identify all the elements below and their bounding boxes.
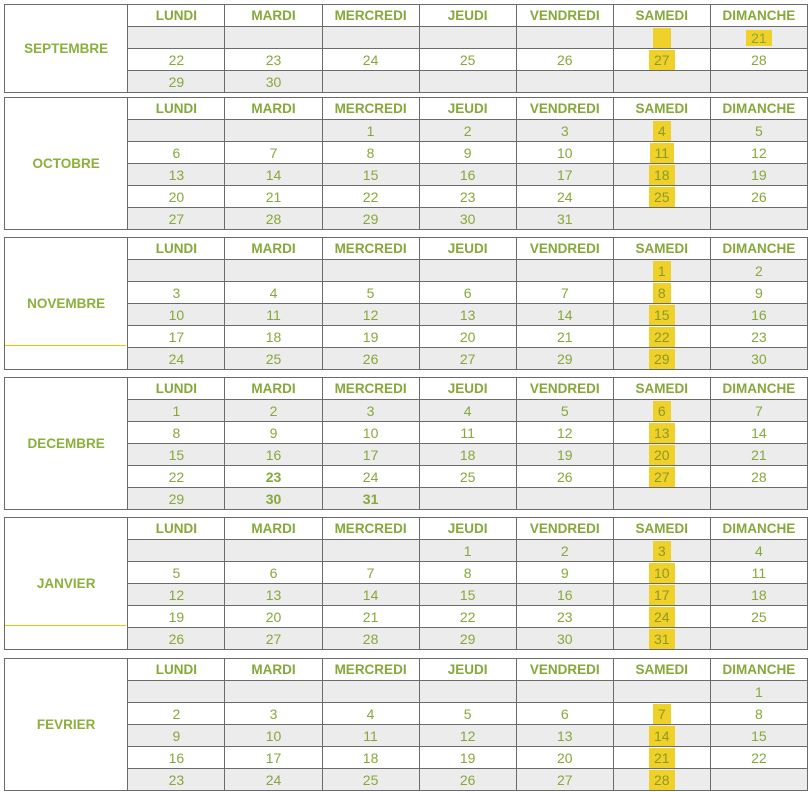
- day-cell: 15: [128, 444, 225, 466]
- day-cell: [613, 769, 710, 791]
- day-cell: 11: [225, 304, 322, 326]
- day-cell: 21: [516, 326, 613, 348]
- day-cell: 25: [225, 348, 322, 370]
- day-cell: [613, 628, 710, 650]
- day-cell: [322, 681, 419, 703]
- day-cell: [322, 71, 419, 93]
- saturday-highlight: [653, 28, 671, 48]
- saturday-highlight: 31: [649, 629, 675, 649]
- day-cell: 3: [128, 282, 225, 304]
- saturday-highlight: 25: [649, 187, 675, 207]
- day-cell: 18: [322, 747, 419, 769]
- day-cell: 22: [128, 466, 225, 488]
- day-cell: 17: [322, 444, 419, 466]
- saturday-highlight: 15: [649, 305, 675, 325]
- weekday-header: MERCREDI: [322, 5, 419, 27]
- day-cell: 14: [225, 164, 322, 186]
- day-cell: [516, 488, 613, 510]
- day-cell: 9: [128, 725, 225, 747]
- day-cell: 14: [710, 422, 807, 444]
- day-cell: [516, 71, 613, 93]
- day-cell: [613, 326, 710, 348]
- day-cell: 5: [128, 562, 225, 584]
- day-cell: 25: [419, 49, 516, 71]
- day-cell: [613, 27, 710, 49]
- day-cell: [613, 142, 710, 164]
- day-cell: [613, 562, 710, 584]
- day-cell: 27: [225, 628, 322, 650]
- day-cell: [613, 208, 710, 230]
- day-cell: 15: [710, 725, 807, 747]
- weekday-header: JEUDI: [419, 518, 516, 540]
- day-cell: [128, 540, 225, 562]
- yellow-underline: [5, 345, 126, 346]
- day-cell: 13: [516, 725, 613, 747]
- day-cell: [322, 27, 419, 49]
- day-cell: 27: [516, 769, 613, 791]
- day-cell: 8: [322, 142, 419, 164]
- day-cell: 30: [225, 488, 322, 510]
- day-cell: 14: [516, 304, 613, 326]
- day-cell: 15: [419, 584, 516, 606]
- yellow-underline: [5, 625, 126, 626]
- day-cell: 9: [516, 562, 613, 584]
- saturday-highlight: 17: [649, 585, 675, 605]
- day-cell: 1: [322, 120, 419, 142]
- day-cell: 4: [419, 400, 516, 422]
- day-cell: [516, 27, 613, 49]
- saturday-highlight: 6: [653, 401, 671, 421]
- day-cell: [613, 444, 710, 466]
- month-name: FEVRIER: [5, 659, 128, 791]
- saturday-highlight: 18: [649, 165, 675, 185]
- weekday-header: LUNDI: [128, 659, 225, 681]
- saturday-highlight: 22: [649, 327, 675, 347]
- weekday-header: JEUDI: [419, 238, 516, 260]
- day-cell: 21: [225, 186, 322, 208]
- day-cell: 29: [128, 488, 225, 510]
- day-cell: [128, 681, 225, 703]
- month-name: OCTOBRE: [5, 98, 128, 230]
- day-cell: 26: [419, 769, 516, 791]
- day-cell: 2: [225, 400, 322, 422]
- weekday-header: MERCREDI: [322, 659, 419, 681]
- day-cell: 19: [516, 444, 613, 466]
- saturday-highlight: 14: [649, 726, 675, 746]
- day-cell: 23: [225, 49, 322, 71]
- day-cell: 2: [419, 120, 516, 142]
- day-cell: 12: [710, 142, 807, 164]
- weekday-header: DIMANCHE: [710, 518, 807, 540]
- day-cell: 24: [225, 769, 322, 791]
- day-cell: 2: [710, 260, 807, 282]
- day-cell: 30: [516, 628, 613, 650]
- day-cell: [710, 769, 807, 791]
- day-cell: 7: [516, 282, 613, 304]
- weekday-header: LUNDI: [128, 98, 225, 120]
- weekday-header: MERCREDI: [322, 98, 419, 120]
- day-cell: [419, 260, 516, 282]
- weekday-header: VENDREDI: [516, 5, 613, 27]
- day-cell: [710, 27, 807, 49]
- day-cell: [613, 681, 710, 703]
- day-cell: 26: [322, 348, 419, 370]
- weekday-header: MARDI: [225, 518, 322, 540]
- day-cell: 18: [419, 444, 516, 466]
- weekday-header: MARDI: [225, 5, 322, 27]
- weekday-header: JEUDI: [419, 378, 516, 400]
- day-cell: 21: [710, 444, 807, 466]
- day-cell: 27: [419, 348, 516, 370]
- day-cell: [516, 681, 613, 703]
- day-highlight: 21: [746, 30, 772, 46]
- weekday-header: DIMANCHE: [710, 98, 807, 120]
- day-cell: [710, 208, 807, 230]
- day-cell: 17: [516, 164, 613, 186]
- weekday-header: SAMEDI: [613, 659, 710, 681]
- day-cell: 29: [419, 628, 516, 650]
- day-cell: [613, 725, 710, 747]
- month-name: NOVEMBRE: [5, 238, 128, 370]
- saturday-highlight: 27: [649, 467, 675, 487]
- day-cell: 4: [710, 540, 807, 562]
- saturday-highlight: 4: [653, 121, 671, 141]
- day-cell: 16: [128, 747, 225, 769]
- day-cell: 22: [419, 606, 516, 628]
- day-cell: 30: [710, 348, 807, 370]
- day-cell: 19: [710, 164, 807, 186]
- day-cell: 6: [419, 282, 516, 304]
- day-cell: [613, 703, 710, 725]
- day-cell: [128, 260, 225, 282]
- day-cell: 30: [225, 71, 322, 93]
- day-cell: [710, 71, 807, 93]
- day-cell: 8: [128, 422, 225, 444]
- saturday-highlight: 28: [649, 770, 675, 790]
- day-cell: 1: [128, 400, 225, 422]
- day-cell: [613, 747, 710, 769]
- day-cell: 6: [128, 142, 225, 164]
- day-cell: [613, 422, 710, 444]
- day-cell: [225, 27, 322, 49]
- day-cell: 10: [225, 725, 322, 747]
- day-cell: 23: [128, 769, 225, 791]
- weekday-header: MERCREDI: [322, 378, 419, 400]
- day-cell: 25: [322, 769, 419, 791]
- day-cell: 21: [322, 606, 419, 628]
- weekday-header: SAMEDI: [613, 378, 710, 400]
- day-cell: 17: [128, 326, 225, 348]
- day-cell: [419, 681, 516, 703]
- day-cell: 16: [516, 584, 613, 606]
- month-table-fevrier: [4, 658, 808, 791]
- day-cell: 10: [322, 422, 419, 444]
- day-cell: 19: [322, 326, 419, 348]
- day-cell: [613, 466, 710, 488]
- month-name: DECEMBRE: [5, 378, 128, 510]
- day-cell: 23: [516, 606, 613, 628]
- day-cell: 2: [516, 540, 613, 562]
- day-cell: [613, 260, 710, 282]
- day-cell: [613, 584, 710, 606]
- day-cell: 3: [516, 120, 613, 142]
- month-name: SEPTEMBRE: [5, 5, 128, 93]
- day-cell: 12: [128, 584, 225, 606]
- day-cell: 24: [516, 186, 613, 208]
- day-cell: [613, 488, 710, 510]
- day-cell: 3: [322, 400, 419, 422]
- saturday-highlight: 29: [649, 349, 675, 369]
- day-cell: 18: [710, 584, 807, 606]
- day-cell: 22: [322, 186, 419, 208]
- day-cell: 12: [322, 304, 419, 326]
- day-cell: 12: [516, 422, 613, 444]
- day-cell: [613, 400, 710, 422]
- weekday-header: DIMANCHE: [710, 238, 807, 260]
- saturday-highlight: 7: [653, 704, 671, 724]
- day-cell: 7: [225, 142, 322, 164]
- weekday-header: SAMEDI: [613, 5, 710, 27]
- day-cell: 7: [710, 400, 807, 422]
- day-cell: 11: [710, 562, 807, 584]
- day-cell: [613, 348, 710, 370]
- weekday-header: MERCREDI: [322, 518, 419, 540]
- month-table-octobre: [4, 97, 808, 230]
- day-cell: 9: [225, 422, 322, 444]
- day-cell: 24: [322, 49, 419, 71]
- weekday-header: DIMANCHE: [710, 378, 807, 400]
- day-cell: [613, 164, 710, 186]
- day-cell: 26: [516, 466, 613, 488]
- weekday-header: MARDI: [225, 238, 322, 260]
- day-cell: 18: [225, 326, 322, 348]
- day-cell: 15: [322, 164, 419, 186]
- weekday-header: MARDI: [225, 98, 322, 120]
- day-cell: 20: [516, 747, 613, 769]
- day-cell: [516, 260, 613, 282]
- day-cell: 1: [710, 681, 807, 703]
- day-cell: 11: [322, 725, 419, 747]
- saturday-highlight: 10: [649, 563, 675, 583]
- day-cell: 20: [419, 326, 516, 348]
- weekday-header: MARDI: [225, 659, 322, 681]
- day-cell: [322, 540, 419, 562]
- day-cell: 7: [322, 562, 419, 584]
- day-cell: [613, 540, 710, 562]
- day-cell: 29: [322, 208, 419, 230]
- day-cell: 19: [419, 747, 516, 769]
- weekday-header: JEUDI: [419, 659, 516, 681]
- saturday-highlight: 11: [650, 143, 675, 163]
- weekday-header: VENDREDI: [516, 378, 613, 400]
- day-cell: 5: [419, 703, 516, 725]
- day-cell: [225, 540, 322, 562]
- day-cell: 5: [710, 120, 807, 142]
- day-cell: [613, 49, 710, 71]
- day-cell: 26: [710, 186, 807, 208]
- day-cell: [613, 120, 710, 142]
- saturday-highlight: 8: [653, 283, 671, 303]
- day-cell: 16: [710, 304, 807, 326]
- day-cell: 6: [225, 562, 322, 584]
- day-cell: 27: [128, 208, 225, 230]
- day-cell: [419, 488, 516, 510]
- day-cell: [613, 71, 710, 93]
- day-cell: 28: [710, 466, 807, 488]
- day-cell: [225, 681, 322, 703]
- day-cell: 3: [225, 703, 322, 725]
- day-cell: 14: [322, 584, 419, 606]
- saturday-highlight: 3: [653, 541, 671, 561]
- day-cell: 26: [516, 49, 613, 71]
- day-cell: [322, 260, 419, 282]
- saturday-highlight: 24: [649, 607, 675, 627]
- weekday-header: LUNDI: [128, 378, 225, 400]
- weekday-header: MERCREDI: [322, 238, 419, 260]
- day-cell: [710, 488, 807, 510]
- month-name: JANVIER: [5, 518, 128, 650]
- day-cell: 16: [225, 444, 322, 466]
- day-cell: 28: [322, 628, 419, 650]
- day-cell: 23: [419, 186, 516, 208]
- day-cell: 31: [516, 208, 613, 230]
- day-cell: 8: [419, 562, 516, 584]
- saturday-highlight: 13: [649, 423, 675, 443]
- day-cell: 23: [225, 466, 322, 488]
- day-cell: [613, 304, 710, 326]
- weekday-header: DIMANCHE: [710, 659, 807, 681]
- day-cell: 11: [419, 422, 516, 444]
- day-cell: [128, 120, 225, 142]
- day-cell: 5: [516, 400, 613, 422]
- saturday-highlight: 27: [649, 50, 675, 70]
- day-cell: 9: [710, 282, 807, 304]
- month-table-decembre: [4, 377, 808, 510]
- day-cell: 10: [128, 304, 225, 326]
- day-cell: 4: [322, 703, 419, 725]
- saturday-highlight: 1: [653, 261, 671, 281]
- day-cell: 5: [322, 282, 419, 304]
- weekday-header: LUNDI: [128, 238, 225, 260]
- day-cell: [613, 606, 710, 628]
- day-cell: 13: [419, 304, 516, 326]
- day-cell: 31: [322, 488, 419, 510]
- day-cell: 16: [419, 164, 516, 186]
- day-cell: 23: [710, 326, 807, 348]
- weekday-header: SAMEDI: [613, 518, 710, 540]
- day-cell: 25: [419, 466, 516, 488]
- weekday-header: MARDI: [225, 378, 322, 400]
- day-cell: [419, 71, 516, 93]
- month-table-septembre: [4, 4, 808, 93]
- weekday-header: LUNDI: [128, 5, 225, 27]
- day-cell: 12: [419, 725, 516, 747]
- weekday-header: SAMEDI: [613, 98, 710, 120]
- day-cell: 29: [516, 348, 613, 370]
- weekday-header: LUNDI: [128, 518, 225, 540]
- day-cell: 4: [225, 282, 322, 304]
- day-cell: 20: [225, 606, 322, 628]
- weekday-header: VENDREDI: [516, 238, 613, 260]
- day-cell: 13: [128, 164, 225, 186]
- day-cell: 22: [710, 747, 807, 769]
- day-cell: [225, 260, 322, 282]
- day-cell: 28: [225, 208, 322, 230]
- weekday-header: DIMANCHE: [710, 5, 807, 27]
- saturday-highlight: 20: [649, 445, 675, 465]
- weekday-header: JEUDI: [419, 98, 516, 120]
- day-cell: 1: [419, 540, 516, 562]
- day-cell: 6: [516, 703, 613, 725]
- day-cell: 30: [419, 208, 516, 230]
- day-cell: 26: [128, 628, 225, 650]
- day-cell: 19: [128, 606, 225, 628]
- day-cell: 2: [128, 703, 225, 725]
- weekday-header: VENDREDI: [516, 659, 613, 681]
- day-cell: 24: [322, 466, 419, 488]
- weekday-header: JEUDI: [419, 5, 516, 27]
- weekday-header: VENDREDI: [516, 98, 613, 120]
- day-cell: 25: [710, 606, 807, 628]
- day-cell: [613, 186, 710, 208]
- day-cell: 9: [419, 142, 516, 164]
- day-cell: [613, 282, 710, 304]
- day-cell: 24: [128, 348, 225, 370]
- month-table-novembre: [4, 237, 808, 370]
- day-cell: 28: [710, 49, 807, 71]
- day-cell: 13: [225, 584, 322, 606]
- weekday-header: SAMEDI: [613, 238, 710, 260]
- day-cell: [225, 120, 322, 142]
- month-table-janvier: [4, 517, 808, 650]
- day-cell: 10: [516, 142, 613, 164]
- weekday-header: VENDREDI: [516, 518, 613, 540]
- day-cell: [710, 628, 807, 650]
- day-cell: 8: [710, 703, 807, 725]
- day-cell: 17: [225, 747, 322, 769]
- day-cell: [419, 27, 516, 49]
- day-cell: 22: [128, 49, 225, 71]
- saturday-highlight: 21: [649, 748, 675, 768]
- day-cell: [128, 27, 225, 49]
- day-cell: 20: [128, 186, 225, 208]
- day-cell: 29: [128, 71, 225, 93]
